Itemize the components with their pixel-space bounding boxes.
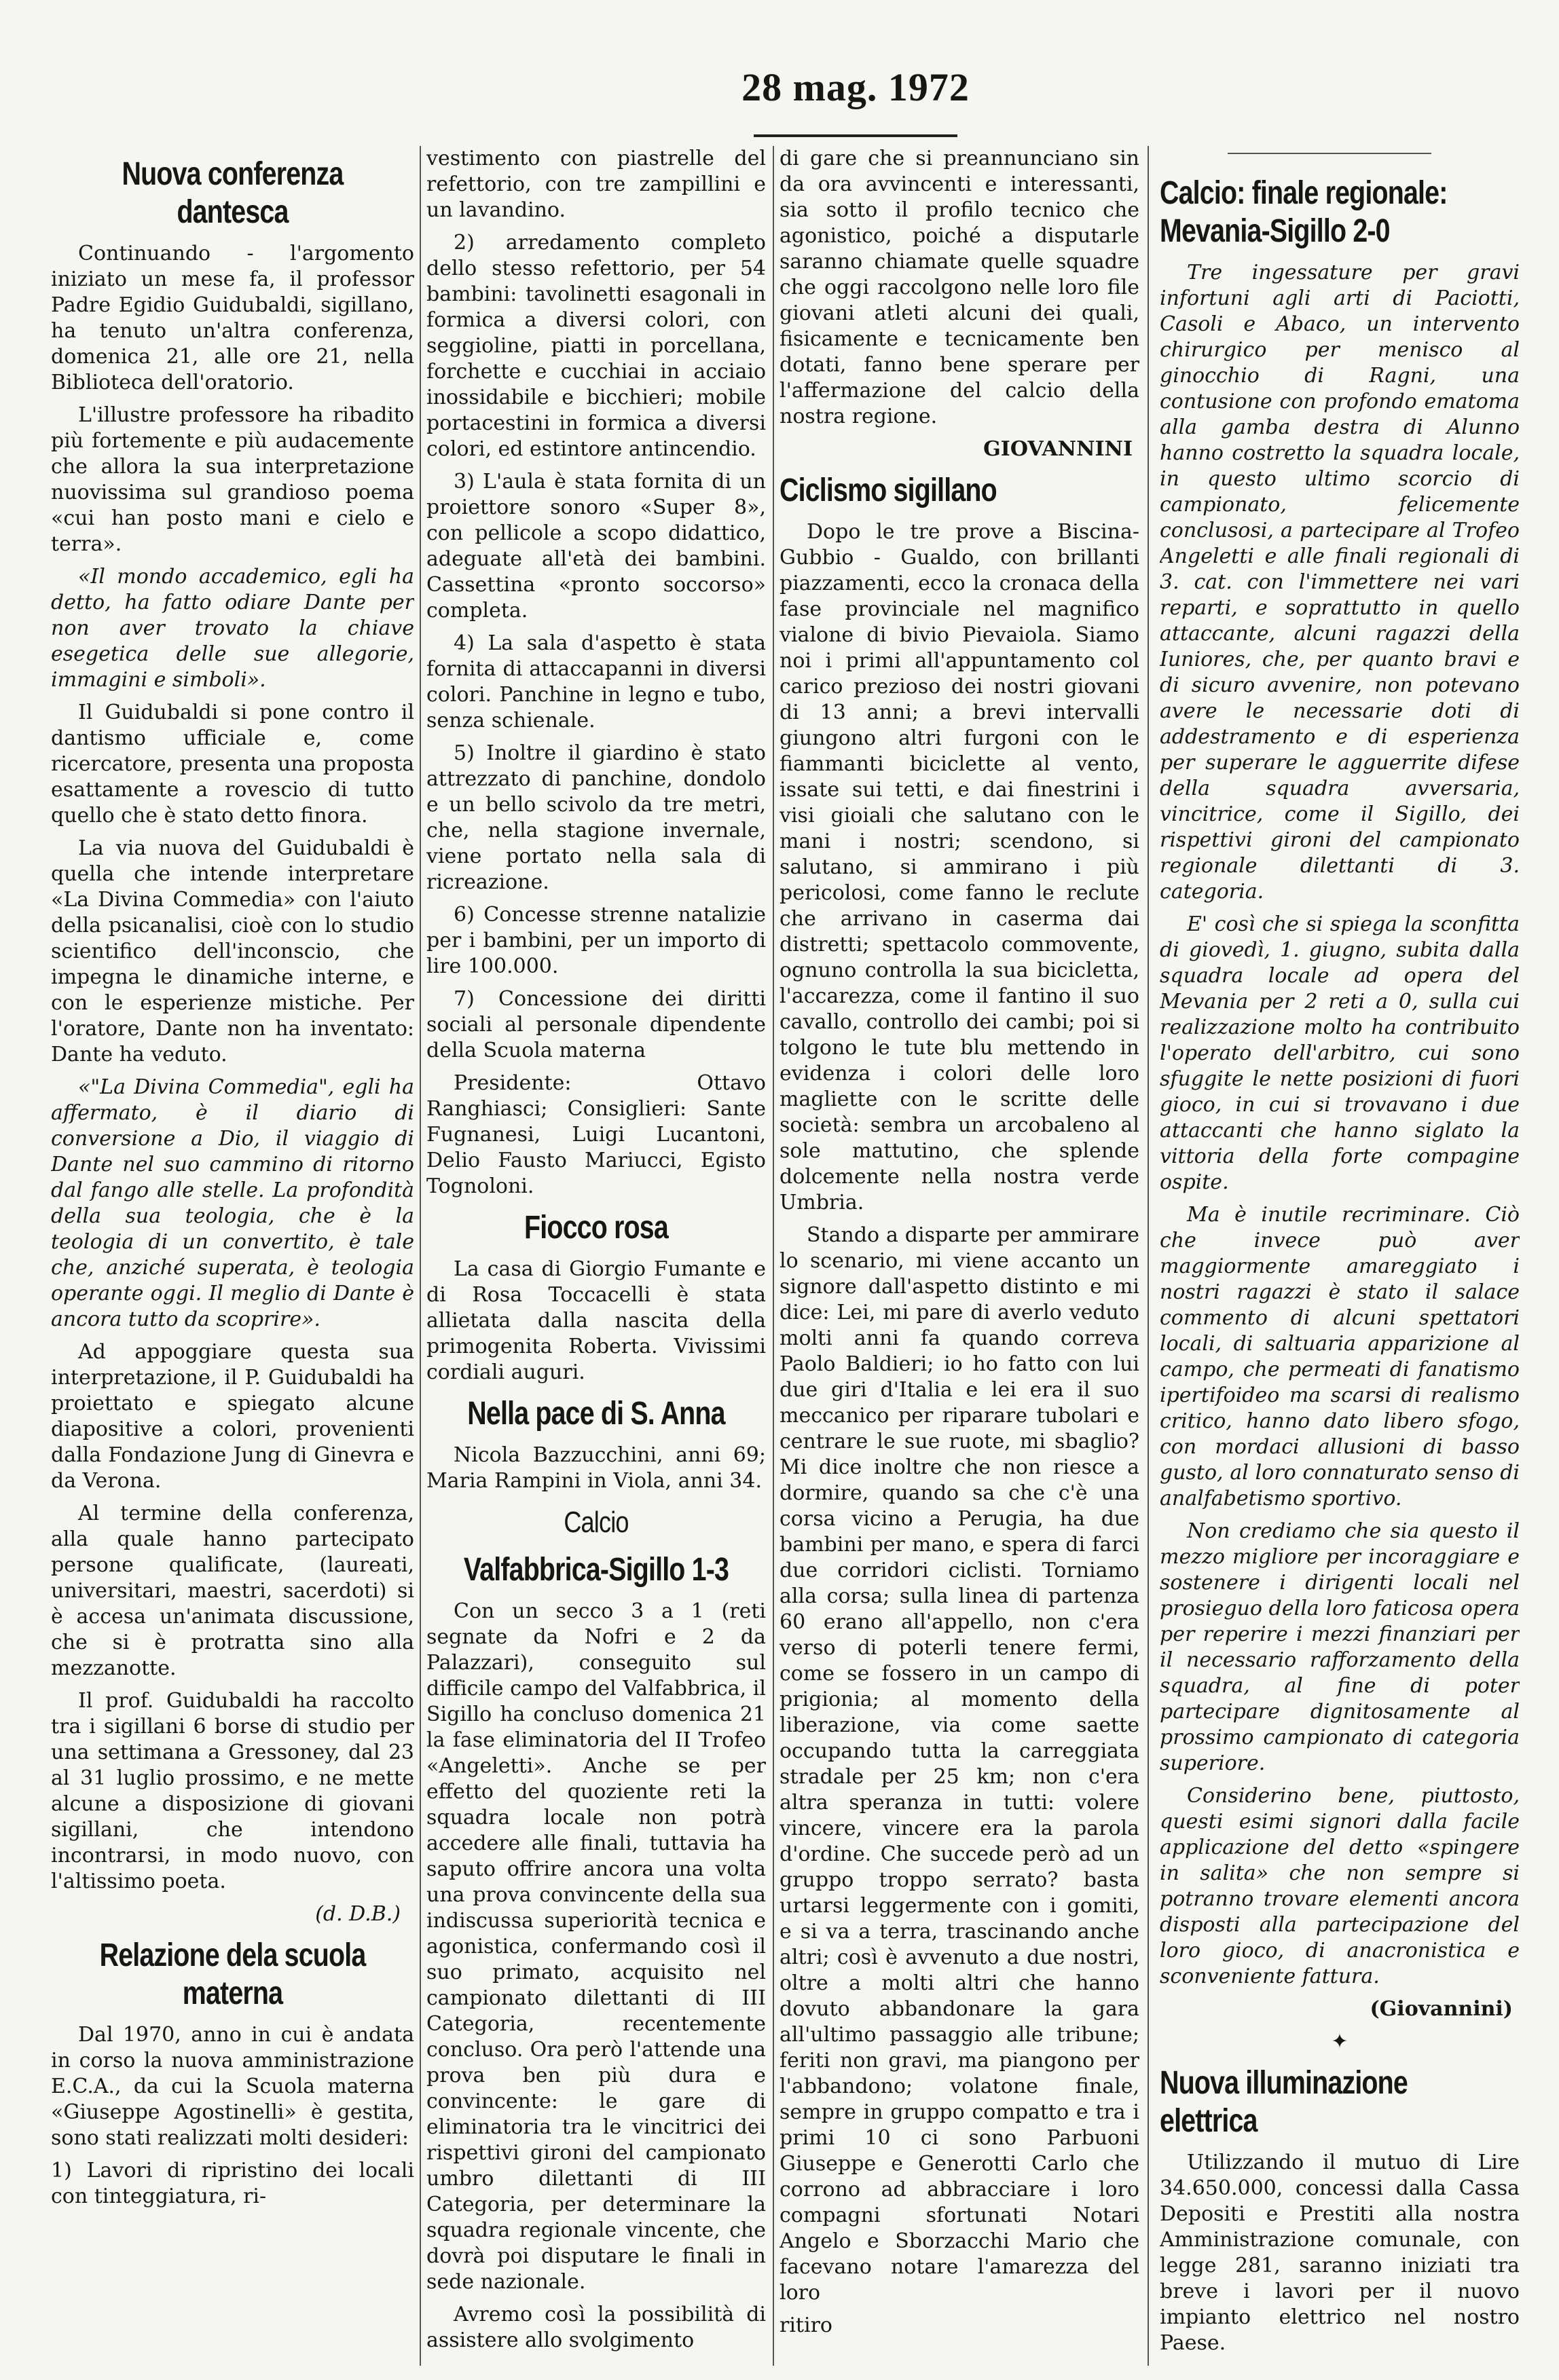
paragraph: 3) L'aula è stata fornita di un proiettore sonoro «Super 8», con pellicole a scopo didattico, adeguate all'età dei bambini. Cassettina «pronto soccorso» completa. <box>426 470 766 622</box>
paragraph: 2) arredamento completo dello stesso refettorio, per 54 bambini: tavolinetti esagonali in formica a diversi colori, con seggioline, piatti in porcellana, forchette e cucchiai in acciaio inossidabile e bicchieri; mobile portacestini in formica a diversi colori, ed estintore antincendio. <box>426 231 766 461</box>
paragraph: Avremo così la possibilità di assistere allo svolgimento <box>426 2303 766 2352</box>
article-byline: GIOVANNINI <box>983 437 1133 461</box>
paragraph: Presidente: Ottavo Ranghiasci; Consiglieri: Sante Fugnanesi, Luigi Lucantoni, Delio Fausto Mariucci, Egisto Tognoloni. <box>426 1071 766 1198</box>
column-4 <box>1160 146 1520 2373</box>
page-date: 28 mag. 1972 <box>741 65 970 109</box>
paragraph: Dal 1970, anno in cui è andata in corso la nuova amministrazione E.C.A., da cui la Scuola materna «Giuseppe Agostinelli» è gestita, sono stati realizzati molti desideri: <box>51 2023 414 2150</box>
paragraph: Considerino bene, piuttosto, questi esimi signori dalla facile applicazione del detto «spingere in salita» che non sempre si potranno trovare elementi ancora disposti alla partecipazione del loro gioco, di anacronistica e sconveniente fattura. <box>1160 1784 1520 1988</box>
article-title-conferenza: Nuova conferenza dantesca <box>122 156 344 230</box>
column-divider <box>773 146 774 2366</box>
paragraph: 7) Concessione dei diritti sociali al personale dipendente della Scuola materna <box>426 987 766 1062</box>
paragraph: 5) Inoltre il giardino è stato attrezzato di panchine, dondolo e un bello scivolo da tre metri, che, nella stagione invernale, viene portato nella sala di ricreazione. <box>426 741 766 894</box>
paragraph: «Il mondo accademico, egli ha detto, ha fatto odiare Dante per non aver trovato la chiave esegetica delle sue allegorie, immagini e simboli». <box>51 565 414 692</box>
paragraph: vestimento con piastrelle del refettorio, con tre zampillini e un lavandino. <box>426 147 766 222</box>
paragraph: Stando a disparte per ammirare lo scenario, mi viene accanto un signore dall'aspetto distinto e mi dice: Lei, mi pare di averlo veduto molti anni fa quando correva Paolo Baldieri; io ho fatto con lui due giri d'Italia e lei era il suo meccanico per riparare tubolari e centrare le sue ruote, mi sbaglio? Mi dice inoltre che non riesce a dormire, quando sa che c'è una corsa vicino a Perugia, ha due bambini per mano, e spera di farci due corridori ciclisti. Torniamo alla corsa; sulla linea di partenza 60 erano all'appello, non c'era verso di poterli tenere fermi, come se fossero in un campo di prigionia; al momento della liberazione, via come saette occupando tutta la carreggiata stradale per 25 km; non c'era altra speranza in tutti: volere vincere, vincere era la parola d'ordine. Che succede però ad un gruppo troppo serrato? basta urtarsi leggermente con i gomiti, e si va a terra, trascinando anche altri; così è avvenuto a due nostri, oltre a molti altri che hanno dovuto abbandonare la gara all'ultimo passaggio alle tribune; feriti non gravi, ma piangono per l'abbandono; volatone finale, sempre in gruppo compatto e tra i primi 10 ci sono Parbuoni Giuseppe e Generotti Carlo che corrono ad abbracciare i loro compagni sfortunati Notari Angelo e Sborzacchi Mario che facevano notare l'amarezza del loro <box>780 1223 1139 2305</box>
paragraph: Ad appoggiare questa sua interpretazione, il P. Guidubaldi ha proiettato e spiegato alcune diapositive a colori, provenienti dalla Fondazione Jung di Ginevra e da Verona. <box>51 1340 414 1493</box>
paragraph: Nicola Bazzucchini, anni 69; Maria Rampini in Viola, anni 34. <box>426 1443 766 1493</box>
article-title-fiocco: Fiocco rosa <box>524 1210 668 1246</box>
article-title-ciclismo: Ciclismo sigillano <box>780 472 997 508</box>
column-divider <box>1148 146 1149 2366</box>
paragraph: La via nuova del Guidubaldi è quella che intende interpretare «La Divina Commedia» con l'aiuto della psicanalisi, cioè con lo studio scientifico dell'inconscio, che impegna le dinamiche interne, e con le esperienze mistiche. Per l'oratore, Dante non ha inventato: Dante ha veduto. <box>51 836 414 1066</box>
star-ornament-icon: ✦ <box>1331 2030 1349 2053</box>
paragraph: di gare che si preannunciano sin da ora avvincenti e interessanti, sia sotto il profilo tecnico che agonistico, poiché a disputarle saranno chiamate quelle squadre che oggi raccolgono nelle loro file giovani atleti alcuni dei quali, fisicamente e tecnicamente ben dotati, fanno bene sperare per l'affermazione del calcio della nostra regione. <box>780 147 1139 428</box>
paragraph: Con un secco 3 a 1 (reti segnate da Nofri e 2 da Palazzari), conseguito sul difficile campo del Valfabbrica, il Sigillo ha concluso domenica 21 la fase eliminatoria del II Trofeo «Angeletti». Anche se per effetto del quoziente reti la squadra locale non potrà accedere alle finali, tuttavia ha saputo offrire ancora una volta una prova convincente della sua indiscussa superiorità tecnica e agonistica, confermando così il suo primato, acquisito nel campionato dilettanti di III Categoria, recentemente concluso. Ora però l'attende una prova ben più dura e convincente: le gare di eliminatoria tra le vincitrici dei rispettivi gironi del campionato umbro dilettanti di III Categoria, per determinare la squadra regionale vincente, che dovrà poi disputare le finali in sede nazionale. <box>426 1599 766 2294</box>
paragraph: Non crediamo che sia questo il mezzo migliore per incoraggiare e sostenere i dirigenti locali nel prosieguo della loro faticosa opera per reperire i mezzi finanziari per il necessario rafforzamento della squadra, al fine di poter partecipare dignitosamente al prossimo campionato di categoria superiore. <box>1160 1519 1520 1775</box>
article-title-finale: Calcio: finale regionale: Mevania-Sigillo 2-0 <box>1160 175 1448 249</box>
paragraph: Dopo le tre prove a Biscina-Gubbio - Gualdo, con brillanti piazzamenti, ecco la cronaca della fase provinciale nel magnifico vialone di bivio Pievaiola. Siamo noi i primi all'appuntamento col carico prezioso dei nostri giovani di 13 anni; a brevi intervalli giungono altri furgoni con le fiammanti biciclette al vento, issate sui tetti, e dai finestrini i visi gioiali che salutano con le mani i nostri; scendono, si salutano, si ammirano i più pericolosi, come fanno le reclute che arrivano in caserma dai distretti; spettacolo commovente, ognuno controlla la sua bicicletta, l'accarezza, come il fantino il suo cavallo, controllo dei cambi; poi si tolgono le tute blu mettendo in evidenza i colori delle loro magliette con le scritte delle società: sembra un arcobaleno al sole mattutino, che splende dolcemente nella nostra verde Umbria. <box>780 520 1139 1214</box>
paragraph: Ma è inutile recriminare. Ciò che invece può aver maggiormente amareggiato i nostri ragazzi è stato il salace commento di alcuni spettatori locali, di saltuaria apparizione al campo, che permeati di fanatismo ipertifoideo ma scarsi di realismo critico, hanno dato libero sfogo, con mordaci allusioni di basso gusto, al loro connaturato senso di analfabetismo sportivo. <box>1160 1203 1520 1510</box>
article-title-valfabbrica: Valfabbrica-Sigillo 1-3 <box>463 1552 729 1588</box>
paragraph: 1) Lavori di ripristino dei locali con tinteggiatura, ri- <box>51 2159 414 2208</box>
column-divider <box>420 146 421 2366</box>
paragraph: 4) La sala d'aspetto è stata fornita di attaccapanni in diversi colori. Panchine in legno e tubo, senza schienale. <box>426 631 766 732</box>
paragraph: «"La Divina Commedia", egli ha affermato, è il diario di conversione a Dio, il viaggio di Dante nel suo cammino di ritorno dal fango alle stelle. La profondità della sua teologia, che è la teologia di un convertito, è tale che, anziché superata, è teologia operante oggi. Il meglio di Dante è ancora tutto da scoprire». <box>51 1075 414 1331</box>
column-2 <box>426 146 766 2373</box>
paragraph: E' così che si spiega la sconfitta di giovedì, 1. giugno, subita dalla squadra locale ad opera del Mevania per 2 reti a 0, sulla cui realizzazione molto ha contribuito l'operato dell'arbitro, cui sono sfuggite le nette posizioni di fuori gioco, in cui si trovavano i due attaccanti che hanno siglato la vittoria della forte compagine ospite. <box>1160 912 1520 1194</box>
column-top-rule <box>1228 153 1431 154</box>
paragraph: L'illustre professore ha ribadito più fortemente e più audacemente che allora la sua interpretazione nuovissima sul grandioso poema «cui han posto mani e cielo e terra». <box>51 403 414 556</box>
paragraph: Il Guidubaldi si pone contro il dantismo ufficiale e, come ricercatore, presenta una proposta esattamente a rovescio di tutto quello che è stato detto finora. <box>51 701 414 828</box>
column-1 <box>51 146 414 2373</box>
paragraph: Al termine della conferenza, alla quale hanno partecipato persone qualificate, (laureati, universitari, maestri, sacerdoti) si è accesa un'animata discussione, che si è protratta sino alla mezzanotte. <box>51 1502 414 1680</box>
article-kicker-calcio: Calcio <box>564 1506 629 1539</box>
paragraph: 6) Concesse strenne natalizie per i bambini, per un importo di lire 100.000. <box>426 903 766 978</box>
column-3 <box>780 146 1139 2373</box>
paragraph: La casa di Giorgio Fumante e di Rosa Toccacelli è stata allietata dalla nascita della primogenita Roberta. Vivissimi cordiali auguri. <box>426 1257 766 1384</box>
paragraph: Continuando - l'argomento iniziato un mese fa, il professor Padre Egidio Guidubaldi, sigillano, ha tenuto un'altra conferenza, domenica 21, alle ore 21, nella Biblioteca dell'oratorio. <box>51 242 414 394</box>
article-signature: (d. D.B.) <box>315 1902 401 1926</box>
date-underline <box>754 134 957 137</box>
paragraph: ritiro <box>780 2313 832 2337</box>
article-signature: (Giovannini) <box>1370 1997 1513 2021</box>
article-title-illuminazione: Nuova illuminazione elettrica <box>1160 2065 1408 2139</box>
article-title-relazione: Relazione dela scuola materna <box>99 1937 366 2011</box>
article-title-pace: Nella pace di S. Anna <box>467 1396 725 1432</box>
paragraph: Il prof. Guidubaldi ha raccolto tra i sigillani 6 borse di studio per una settimana a Gressoney, dal 23 al 31 luglio prossimo, e ne mette alcune a disposizione di giovani sigillani, che intendono incontrarsi, in modo nuovo, con l'altissimo poeta. <box>51 1689 414 1893</box>
paragraph: Utilizzando il mutuo di Lire 34.650.000, concessi dalla Cassa Depositi e Prestiti alla nostra Amministrazione comunale, con legge 281, saranno iniziati tra breve i lavori per il nuovo impianto elettrico nel nostro Paese. <box>1160 2151 1520 2355</box>
paragraph: Tre ingessature per gravi infortuni agli arti di Paciotti, Casoli e Abaco, un intervento chirurgico per menisco al ginocchio di Ragni, una contusione con profondo ematoma alla gamba destra di Alunno hanno costretto la squadra locale, in questo ultimo scorcio di campionato, felicemente conclusosi, a partecipare al Trofeo Angeletti e alle finali regionali di 3. cat. con l'immettere nei vari reparti, e soprattutto in quello attaccante, alcuni ragazzi della Iuniores, che, per quanto bravi e di sicuro avvenire, non potevano avere le necessarie doti di addestramento e di esperienza per superare le agguerrite difese della squadra avversaria, vincitrice, come il Sigillo, dei rispettivi gironi del campionato regionale dilettanti di 3. categoria. <box>1160 261 1520 904</box>
